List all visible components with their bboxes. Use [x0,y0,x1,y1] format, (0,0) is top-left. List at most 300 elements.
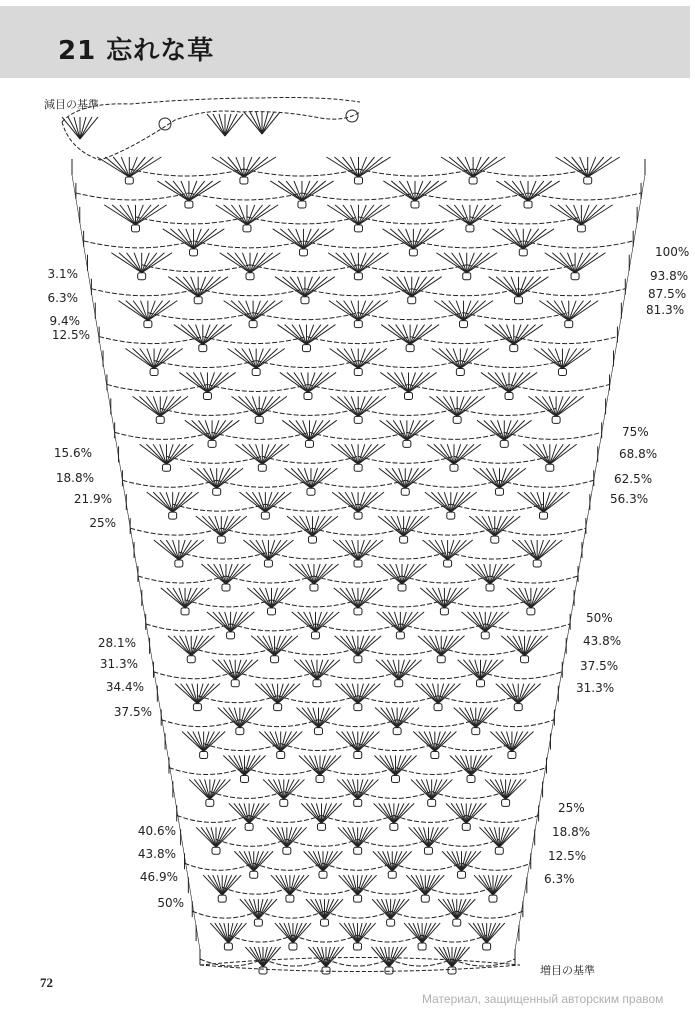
stitch-loop [444,560,452,567]
stitch-mark [575,253,605,273]
stitch-loop [388,871,396,878]
stitch-loop [261,512,269,519]
stitch-mark [449,301,464,321]
stitch-mark [280,875,289,895]
stitch-loop [463,273,471,280]
stitch-mark [194,229,209,249]
stitch-mark [348,875,357,895]
left-percent-label: 15.6% [53,446,92,460]
stitch-mark [294,372,308,392]
stitch-mark [313,851,323,871]
stitch-loop [250,871,258,878]
stitch-mark [581,205,597,225]
stitch-mark [173,588,185,608]
stitch-mark [197,684,219,704]
stitch-mark [317,947,326,967]
stitch-loop [462,823,470,830]
stitch-mark [315,612,339,632]
stitch-mark [345,540,358,560]
stitch-loop [169,512,177,519]
stitch-loop [181,608,189,615]
stitch-mark [306,660,317,680]
stitch-mark [189,181,205,201]
stitch-mark [438,492,451,512]
right-percent-label: 93.8% [650,269,689,283]
stitch-loop [437,656,445,663]
stitch-mark [320,755,331,775]
stitch-mark [550,444,563,464]
stitch-loop [277,752,285,759]
stitch-mark [255,684,277,704]
stitch-loop [283,847,291,854]
stitch-mark [451,492,464,512]
stitch-mark [252,492,265,512]
stitch-mark [253,301,268,321]
stitch-mark [348,923,357,943]
stitch-mark [148,301,163,321]
stitch-loop [424,847,432,854]
stitch-mark [358,492,371,512]
stitch-mark [348,827,358,847]
stitch-mark [312,516,325,536]
stitch-loop [400,536,408,543]
stitch-mark [560,253,575,273]
right-percent-label: 43.8% [583,634,622,648]
stitch-loop [411,201,419,208]
stitch-mark [335,684,357,704]
stitch-mark [347,684,358,704]
stitch-mark [493,875,502,895]
stitch-mark [588,157,604,177]
stitch-mark [259,588,271,608]
stitch-mark [402,564,414,584]
stitch-loop [125,177,133,184]
stitch-loop [514,704,522,711]
stitch-mark [462,851,472,871]
stitch-mark [430,636,442,656]
stitch-mark [441,444,454,464]
chain-arc [200,959,515,966]
stitch-mark [273,779,283,799]
stitch-loop [403,440,411,447]
stitch-mark [275,636,298,656]
left-percent-label: 6.3% [47,291,78,305]
stitch-loop [398,584,406,591]
page-title: 21 忘れな草 [58,36,215,66]
stitch-mark [275,277,305,297]
stitch-mark [385,755,396,775]
stitch-mark [397,708,408,728]
stitch-loop [231,680,239,687]
stitch-mark [404,516,417,536]
stitch-loop [533,560,541,567]
stitch-mark [473,157,505,177]
stitch-mark [311,803,321,823]
stitch-mark [496,684,518,704]
stitch-mark [231,612,243,632]
stitch-mark [456,803,466,823]
left-percent-label: 9.4% [49,314,80,328]
stitch-mark [581,205,612,225]
stitch-mark [284,779,294,799]
stitch-loop [395,680,403,687]
stitch-mark [438,684,460,704]
stitch-mark [209,516,222,536]
stitch-mark [489,277,519,297]
stitch-mark [161,588,185,608]
stitch-loop [264,560,272,567]
stitch-mark [424,732,435,752]
stitch-mark [464,301,479,321]
stitch-mark [188,325,203,345]
stitch-mark [495,779,505,799]
stitch-mark [104,205,135,225]
stitch-loop [319,871,327,878]
chain-arc [146,624,570,631]
stitch-mark [531,588,543,608]
stitch-mark [154,540,179,560]
stitch-mark [419,827,429,847]
stitch-mark [315,612,327,632]
stitch-mark [471,755,482,775]
stitch-loop [354,273,362,280]
stitch-mark [321,803,331,823]
stitch-mark [407,420,421,440]
stitch-mark [441,636,453,656]
stitch-mark [358,205,374,225]
stitch-mark [489,827,499,847]
right-percent-label: 50% [586,611,613,625]
stitch-mark [358,253,388,273]
stitch-mark [324,899,333,919]
stitch-mark [428,827,438,847]
stitch-mark [133,396,161,416]
stitch-loop [213,488,221,495]
stitch-mark [543,492,556,512]
stitch-loop [354,799,362,806]
stitch-loop [434,704,442,711]
stitch-mark [513,636,525,656]
stitch-mark [281,732,292,752]
stitch-loop [354,847,362,854]
left-percent-label: 12.5% [51,328,90,342]
stitch-loop [252,369,260,376]
stitch-mark [358,205,389,225]
stitch-loop [354,943,362,950]
stitch-mark [235,660,246,680]
stitch-mark [186,684,197,704]
stitch-loop [447,512,455,519]
stitch-mark [399,660,410,680]
stitch-mark [499,325,514,345]
stitch-mark [525,540,538,560]
stitch-mark [231,612,255,632]
stitch-loop [268,608,276,615]
stitch-mark [487,923,496,943]
stitch-loop [299,249,307,256]
stitch-mark [460,349,474,369]
left-percent-label: 28.1% [97,636,136,650]
stitch-mark [396,325,411,345]
stitch-mark [358,875,367,895]
stitch-mark [80,117,92,139]
stitch-mark [394,803,404,823]
stitch-mark [495,372,509,392]
stitch-mark [358,636,370,656]
stitch-mark [247,205,278,225]
stitch-mark [556,396,584,416]
stitch-mark [160,396,174,416]
stitch-loop [558,369,566,376]
stitch-loop [313,680,321,687]
stitch-mark [214,564,226,584]
stitch-mark [398,229,413,249]
stitch-mark [482,516,495,536]
stitch-mark [393,420,407,440]
stitch-mark [382,277,412,297]
stitch-mark [344,396,358,416]
chain-arc [91,289,625,296]
stitch-mark [452,947,461,967]
left-percent-label: 18.8% [55,471,94,485]
stitch-mark [481,660,504,680]
stitch-mark [306,325,321,345]
stitch-mark [160,492,173,512]
stitch-loop [385,967,393,974]
stitch-mark [135,205,151,225]
stitch-mark [272,588,284,608]
stitch-loop [354,416,362,423]
stitch-mark [359,157,375,177]
stitch-mark [506,779,516,799]
stitch-mark [250,253,265,273]
stitch-loop [354,895,362,902]
stitch-mark [495,516,508,536]
stitch-loop [390,823,398,830]
stitch-loop [162,464,170,471]
stitch-mark [423,540,448,560]
stitch-mark [466,803,476,823]
stitch-mark [278,684,300,704]
stitch-mark [473,612,485,632]
stitch-mark [358,827,368,847]
stitch-mark [146,396,160,416]
stitch-mark [244,755,255,775]
stitch-mark [397,277,412,297]
stitch-loop [305,440,313,447]
stitch-mark [333,540,358,560]
stitch-mark [284,923,293,943]
stitch-mark [228,157,244,177]
stitch-loop [243,225,251,232]
stitch-loop [354,225,362,232]
stitch-loop [354,321,362,328]
stitch-mark [358,779,368,799]
stitch-mark [359,157,391,177]
stitch-loop [418,943,426,950]
stitch-loop [354,369,362,376]
stitch-loop [448,967,456,974]
chain-arc [138,576,578,583]
stitch-mark [300,516,313,536]
stitch-loop [354,752,362,759]
stitch-mark [358,396,372,416]
stitch-mark [303,229,334,249]
stitch-mark [323,851,333,871]
stitch-loop [193,704,201,711]
stitch-mark [512,540,537,560]
chain-arc [161,720,554,727]
stitch-mark [250,112,262,134]
stitch-loop [584,177,592,184]
stitch-loop [259,967,267,974]
stitch-loop [271,656,279,663]
stitch-loop [185,201,193,208]
stitch-mark [343,205,359,225]
stitch-loop [354,656,362,663]
stitch-mark [263,636,275,656]
stitch-mark [203,468,216,488]
stitch-mark [286,181,302,201]
stitch-mark [303,229,318,249]
stitch-loop [495,847,503,854]
stitch-loop [393,728,401,735]
stitch-mark [347,732,358,752]
stitch-mark [166,540,179,560]
stitch-mark [330,396,358,416]
stitch-loop [200,752,208,759]
stitch-mark [305,277,320,297]
stitch-mark [413,229,428,249]
stitch-mark [296,420,310,440]
stitch-mark [523,229,538,249]
stitch-mark [173,492,186,512]
stitch-mark [448,540,461,560]
stitch-mark [548,349,562,369]
stitch-mark [383,851,393,871]
right-percent-label: 75% [622,425,649,439]
stitch-mark [314,564,326,584]
right-percent-label: 25% [558,801,585,815]
stitch-mark [389,947,398,967]
stitch-loop [316,775,324,782]
stitch-mark [518,684,529,704]
stitch-mark [358,684,380,704]
stitch-mark [400,612,424,632]
stitch-mark [68,117,80,139]
stitch-mark [531,492,544,512]
stitch-mark [405,468,418,488]
stitch-mark [509,372,523,392]
stitch-mark [499,827,509,847]
stitch-mark [507,684,518,704]
stitch-mark [504,420,518,440]
stitch-mark [381,899,390,919]
stitch-mark [304,612,316,632]
stitch-mark [318,708,340,728]
stitch-mark [140,444,167,464]
stitch-mark [525,636,537,656]
stitch-loop [491,536,499,543]
stitch-mark [528,181,560,201]
chain-arc [192,911,523,918]
right-percent-label: 56.3% [610,492,649,506]
stitch-mark [277,827,287,847]
stitch-loop [354,704,362,711]
stitch-loop [131,225,139,232]
stitch-mark [490,564,502,584]
left-percent-label: 50% [157,896,184,910]
stitch-mark [391,516,404,536]
stitch-mark [478,564,490,584]
stitch-loop [258,464,266,471]
stitch-mark [318,708,329,728]
stitch-mark [173,181,189,201]
stitch-mark [204,732,215,752]
stitch-loop [539,512,547,519]
left-percent-label: 40.6% [137,824,176,838]
stitch-mark [191,636,214,656]
stitch-loop [500,440,508,447]
stitch-mark [358,636,381,656]
stitch-loop [409,249,417,256]
stitch-mark [358,540,371,560]
stitch-loop [510,345,518,352]
stitch-mark [168,277,198,297]
stitch-mark [222,875,231,895]
stitch-mark [235,253,250,273]
stitch-mark [588,157,620,177]
stitch-mark [220,253,250,273]
stitch-loop [577,225,585,232]
stitch-mark [460,755,471,775]
stitch-mark [344,301,359,321]
left-percent-label: 37.5% [113,705,152,719]
right-percent-label: 87.5% [648,287,687,301]
stitch-mark [118,301,147,321]
stitch-mark [432,779,442,799]
stitch-mark [518,684,540,704]
stitch-loop [354,512,362,519]
stitch-mark [435,540,448,560]
stitch-mark [311,468,324,488]
stitch-mark [268,540,281,560]
stitch-mark [298,468,311,488]
stitch-mark [412,277,427,297]
stitch-mark [216,827,226,847]
stitch-mark [258,899,267,919]
stitch-mark [154,349,168,369]
right-percent-label: 18.8% [552,825,591,839]
stitch-mark [536,444,549,464]
stitch-mark [452,851,462,871]
stitch-mark [191,636,203,656]
stitch-loop [527,608,535,615]
stitch-loop [317,823,325,830]
stitch-mark [317,660,340,680]
stitch-mark [238,301,253,321]
stitch-loop [302,345,310,352]
left-percent-label: 25% [89,516,116,530]
stitch-mark [457,899,466,919]
left-percent-label: 43.8% [137,847,176,861]
stitch-loop [472,728,480,735]
stitch-mark [429,396,457,416]
stitch-loop [354,560,362,567]
stitch-mark [384,803,394,823]
stitch-loop [240,775,248,782]
stitch-mark [415,181,447,201]
